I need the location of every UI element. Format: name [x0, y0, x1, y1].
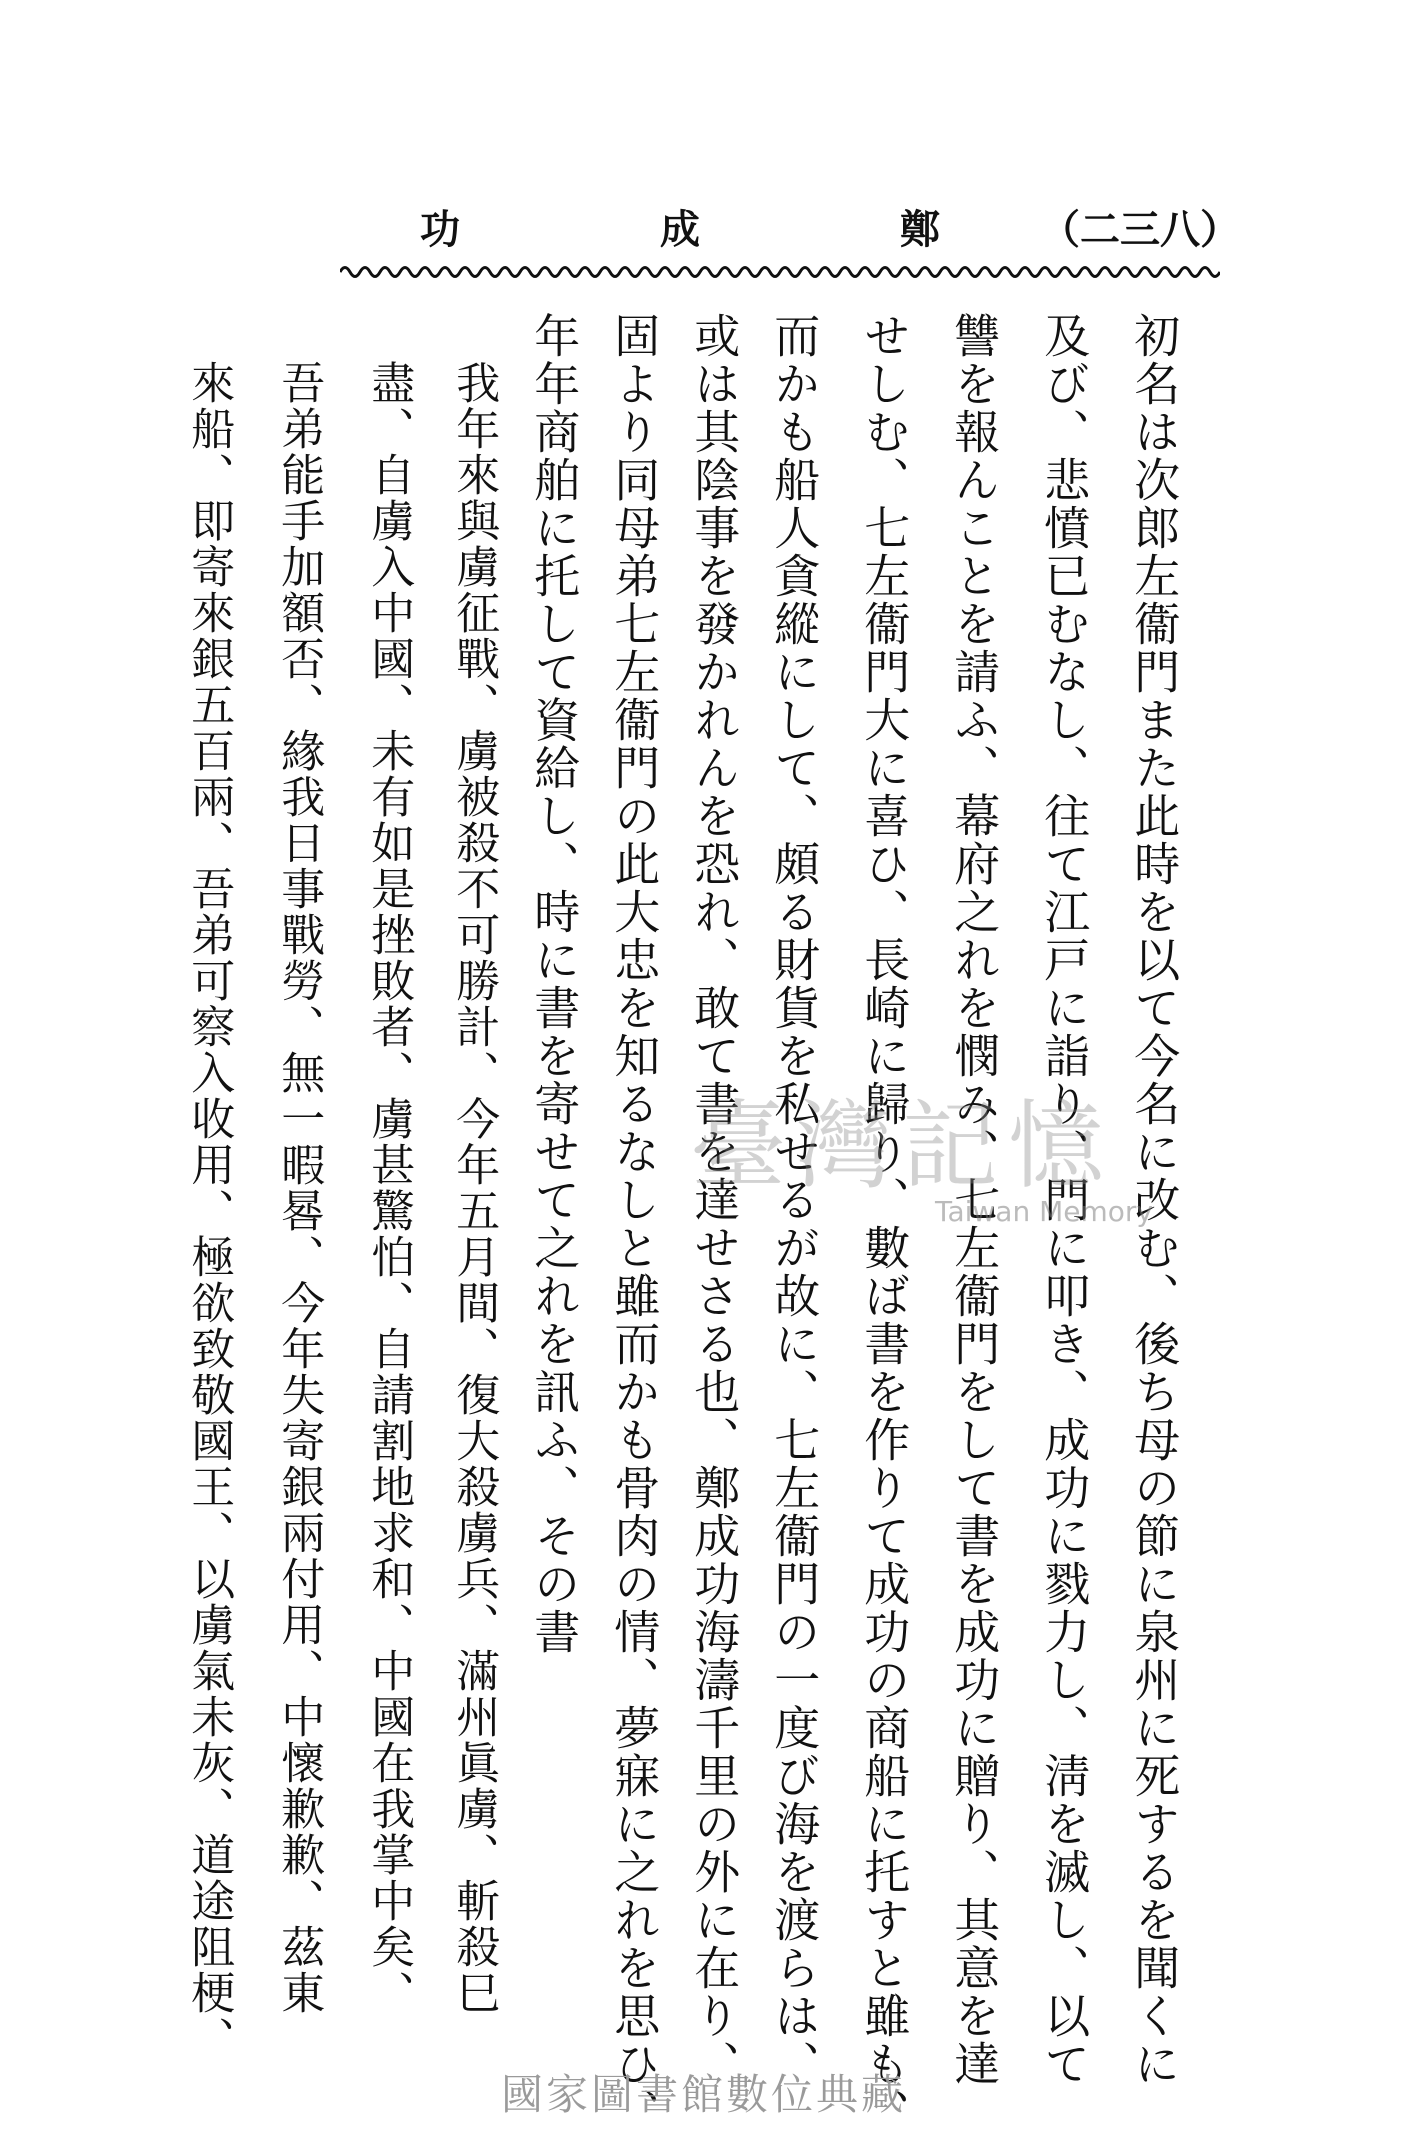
footer-credit: 國家圖書館數位典藏: [500, 2070, 906, 2119]
text-column-1: 初名は次郎左衞門また此時を以て今名に改む、後ち母の節に泉州に死するを聞くに: [1127, 312, 1182, 2088]
letter-column-1: 我年來與虜征戰、虜被殺不可勝計、今年五月間、復大殺虜兵、滿州眞虜、斬殺巳: [448, 360, 500, 2016]
text-column-6: 或は其陰事を發かれんを恐れ、敢て書を達せさる也、鄭成功海濤千里の外に在り、: [687, 312, 742, 2088]
watermark-subtext: Taiwan Memory: [935, 1195, 1153, 1228]
running-title-char: 鄭: [900, 206, 942, 253]
text-column-5: 而かも船人貪縱にして、頗る財貨を私せるが故に、七左衞門の一度び海を渡らは、: [767, 312, 822, 2088]
letter-column-2: 盡、自虜入中國、未有如是挫敗者、虜甚驚怕、自請割地求和、中國在我掌中矣、: [363, 360, 415, 2016]
watermark: 臺灣記憶: [690, 1090, 1114, 1202]
letter-column-4: 來船、即寄來銀五百兩、吾弟可察入收用、極欲致敬國王、以虜氣未灰、道途阻梗、: [183, 360, 235, 2062]
text-column-3: 讐を報んことを請ふ、幕府之れを憫み、七左衞門をして書を成功に贈り、其意を達: [947, 312, 1002, 2088]
text-column-7: 固より同母弟七左衞門の此大忠を知るなしと雖而かも骨肉の情、夢寐に之れを思ひ、: [607, 312, 662, 2136]
text-column-4: せしむ、七左衞門大に喜ひ、長崎に歸り、數ば書を作りて成功の商船に托すと雖も、: [857, 312, 912, 2136]
page-number: （二三八）: [1040, 206, 1240, 253]
running-title-char: 功: [420, 206, 462, 253]
running-title-char: 成: [660, 206, 702, 253]
text-column-8: 年年商舶に托して資給し、時に書を寄せて之れを訊ふ、その書: [527, 312, 582, 1656]
text-column-2: 及び、悲憤已むなし、往て江戸に詣り、門に叩き、成功に戮力し、淸を滅し、以て: [1037, 312, 1092, 2088]
letter-column-3: 吾弟能手加額否、緣我日事戰勞、無一暇晷、今年失寄銀兩付用、中懷歉歉、茲東: [273, 360, 325, 2016]
wavy-header-rule: [340, 260, 1220, 284]
